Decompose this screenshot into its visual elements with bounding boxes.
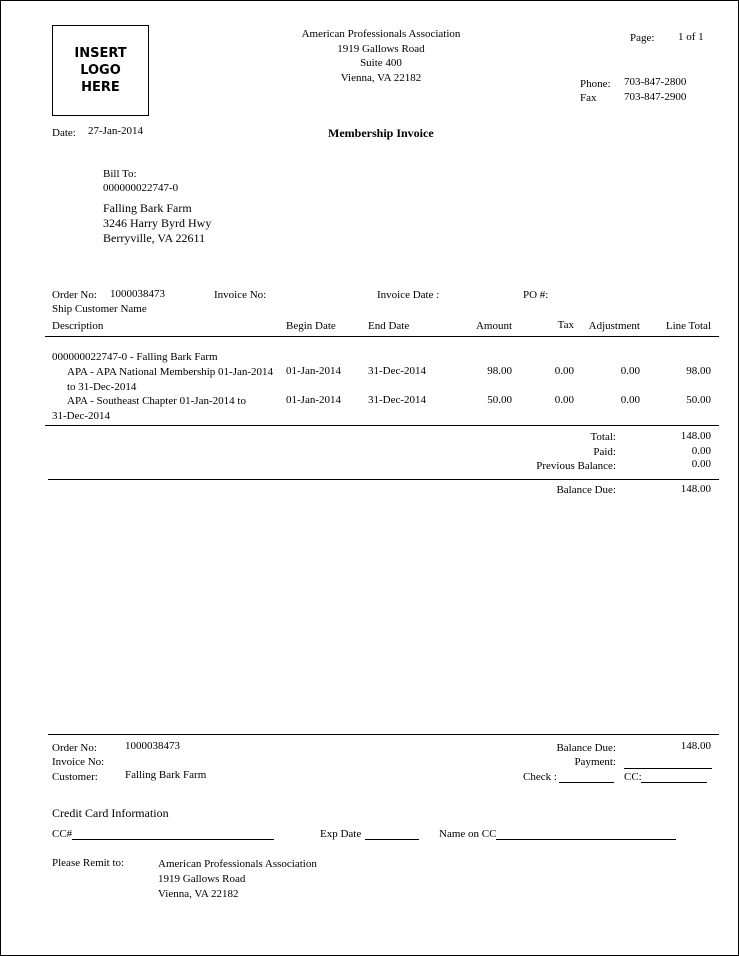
remit-to-address xyxy=(158,857,317,902)
logo-placeholder xyxy=(52,25,149,116)
bill-to-address xyxy=(103,201,211,246)
remit-customer-value: Falling Bark Farm xyxy=(125,769,207,781)
item-1-desc-line2: to 31-Dec-2014 xyxy=(67,381,137,393)
po-label: PO #: xyxy=(523,289,549,301)
item-2-adjustment: 0.00 xyxy=(620,394,640,406)
remit-invoice-no-label: Invoice No: xyxy=(52,756,105,768)
item-2-end: 31-Dec-2014 xyxy=(368,394,427,406)
balance-due-label: Balance Due: xyxy=(556,484,616,496)
check-label: Check : xyxy=(523,771,557,783)
col-line-total: Line Total xyxy=(665,320,711,332)
items-divider xyxy=(45,425,719,426)
logo-line-3: HERE xyxy=(81,80,120,95)
credit-card-title: Credit Card Information xyxy=(52,806,169,820)
remit-order-no-value: 1000038473 xyxy=(125,740,180,752)
exp-date-field[interactable] xyxy=(365,839,419,840)
cc-number-label: CC# xyxy=(52,828,73,840)
cc-number-field[interactable] xyxy=(72,839,274,840)
remit-balance-due-label: Balance Due: xyxy=(556,742,616,754)
remit-order-no-label: Order No: xyxy=(52,742,97,754)
bill-to-city-state-zip: Berryville, VA 22611 xyxy=(103,231,206,245)
col-begin-date: Begin Date xyxy=(286,320,336,332)
page-label: Page: xyxy=(630,32,655,44)
logo-line-1: INSERT xyxy=(74,46,127,61)
check-field[interactable] xyxy=(559,782,614,783)
cc-label: CC: xyxy=(624,771,642,783)
org-address-1: 1919 Gallows Road xyxy=(337,42,425,55)
item-2-total: 50.00 xyxy=(686,394,711,406)
name-on-cc-field[interactable] xyxy=(496,839,676,840)
item-1-begin: 01-Jan-2014 xyxy=(286,365,341,377)
ship-customer-label: Ship Customer Name xyxy=(52,303,147,315)
invoice-title: Membership Invoice xyxy=(328,126,434,140)
org-name: American Professionals Association xyxy=(301,28,461,40)
item-1-adjustment: 0.00 xyxy=(620,365,640,377)
item-1-amount: 98.00 xyxy=(487,365,512,377)
bill-to-name: Falling Bark Farm xyxy=(103,201,192,215)
payment-label: Payment: xyxy=(574,756,616,768)
total-value: 148.00 xyxy=(680,430,711,442)
paid-value: 0.00 xyxy=(691,445,711,457)
item-1-tax: 0.00 xyxy=(554,365,574,377)
header-divider xyxy=(45,336,719,337)
group-header: 000000022747-0 - Falling Bark Farm xyxy=(52,351,218,363)
col-adjustment: Adjustment xyxy=(588,320,640,332)
order-no-value: 1000038473 xyxy=(110,288,165,300)
remit-to-city-state-zip: Vienna, VA 22182 xyxy=(158,888,239,900)
invoice-date-label: Invoice Date : xyxy=(377,289,440,301)
item-2-desc-line2: 31-Dec-2014 xyxy=(52,410,111,422)
remit-to-label: Please Remit to: xyxy=(52,857,125,869)
col-description: Description xyxy=(52,320,104,332)
invoice-no-label: Invoice No: xyxy=(214,289,267,301)
order-no-label: Order No: xyxy=(52,289,97,301)
item-2-desc-line1: APA - Southeast Chapter 01-Jan-2014 to xyxy=(67,395,246,407)
name-on-cc-label: Name on CC xyxy=(439,828,497,840)
phone-label: Phone: xyxy=(580,78,611,90)
bill-to-street: 3246 Harry Byrd Hwy xyxy=(103,216,212,230)
bill-to-label: Bill To: xyxy=(103,168,137,180)
date-label: Date: xyxy=(52,127,76,139)
remittance-divider xyxy=(48,734,719,735)
org-city-state-zip: Vienna, VA 22182 xyxy=(340,71,422,84)
remit-customer-label: Customer: xyxy=(52,771,98,783)
exp-date-label: Exp Date xyxy=(320,828,362,840)
org-address-2: Suite 400 xyxy=(360,57,402,69)
payment-field[interactable] xyxy=(624,768,712,769)
cc-field[interactable] xyxy=(641,782,707,783)
col-amount: Amount xyxy=(475,320,512,332)
paid-label: Paid: xyxy=(593,446,616,458)
bill-to-account: 000000022747-0 xyxy=(103,182,179,194)
remit-to-name: American Professionals Association xyxy=(158,858,317,870)
org-address xyxy=(281,27,481,85)
item-2-amount: 50.00 xyxy=(487,394,512,406)
total-label: Total: xyxy=(590,431,616,443)
logo-line-2: LOGO xyxy=(80,63,121,78)
balance-due-value: 148.00 xyxy=(680,483,711,495)
remit-balance-due-value: 148.00 xyxy=(680,740,711,752)
col-tax: Tax xyxy=(557,319,574,331)
fax-value: 703-847-2900 xyxy=(624,91,687,103)
date-value: 27-Jan-2014 xyxy=(88,125,143,137)
remit-to-street: 1919 Gallows Road xyxy=(158,873,246,885)
previous-balance-value: 0.00 xyxy=(691,458,711,470)
item-1-desc-line1: APA - APA National Membership 01-Jan-2014 xyxy=(67,366,274,378)
col-end-date: End Date xyxy=(368,320,410,332)
page-value: 1 of 1 xyxy=(678,31,704,43)
item-2-tax: 0.00 xyxy=(554,394,574,406)
previous-balance-label: Previous Balance: xyxy=(536,460,616,472)
fax-label: Fax xyxy=(580,92,597,104)
item-1-end: 31-Dec-2014 xyxy=(368,365,427,377)
item-1-total: 98.00 xyxy=(686,365,711,377)
totals-divider xyxy=(48,479,719,480)
item-2-begin: 01-Jan-2014 xyxy=(286,394,341,406)
phone-value: 703-847-2800 xyxy=(624,76,687,88)
